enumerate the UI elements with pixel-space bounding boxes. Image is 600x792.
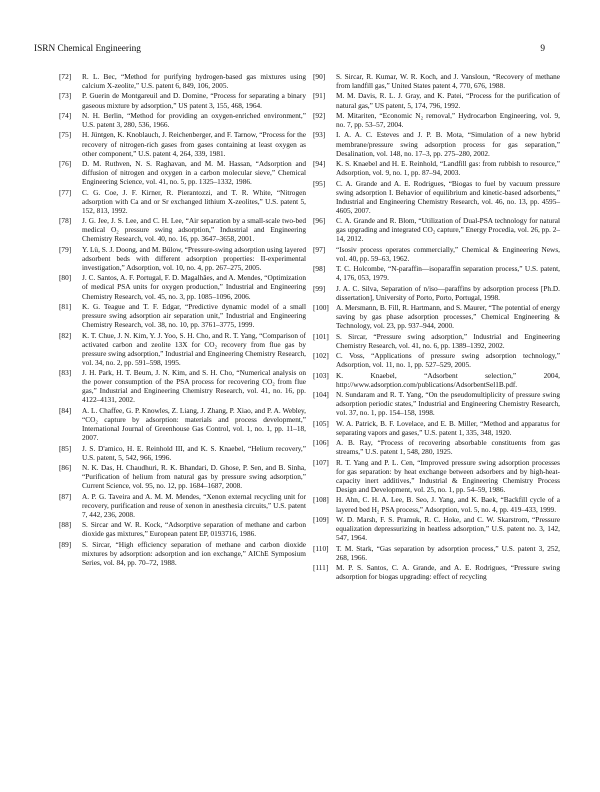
reference-number: [96] <box>313 216 326 226</box>
reference-number: [109] <box>313 514 329 524</box>
reference-number: [73] <box>59 91 72 101</box>
reference-number: [90] <box>313 72 326 81</box>
reference-text: K. G. Teague and T. F. Edgar, “Predictive dynamic model of a small pressure swing adsorption air separation unit,” Industrial and Engineering Chemistry Research, vol. 38, no. 10, pp. 3761–3775, 1999. <box>82 301 306 330</box>
reference-item <box>59 540 306 567</box>
reference-number: [91] <box>313 91 326 101</box>
reference-number: [92] <box>313 110 326 120</box>
reference-item <box>59 273 306 300</box>
reference-item <box>313 351 560 369</box>
reference-item <box>313 159 560 177</box>
reference-text: J. H. Park, H. T. Beum, J. N. Kim, and S. H. Cho, “Numerical analysis on the power consumption of the PSA process for recovering CO₂ from flue gas,” Industrial and Engineering Chemistry Research, vol. 41, no. 16, pp. 4122–4131, 2002. <box>82 368 306 405</box>
reference-item <box>313 458 560 494</box>
reference-item <box>59 130 306 157</box>
reference-number: [83] <box>59 368 72 378</box>
reference-item <box>313 495 560 513</box>
reference-item <box>59 520 306 538</box>
reference-item <box>59 368 306 404</box>
reference-number: [88] <box>59 520 72 530</box>
reference-number: [102] <box>313 351 329 361</box>
reference-number: [98] <box>313 264 326 274</box>
reference-item <box>59 245 306 272</box>
reference-number: [80] <box>59 273 72 283</box>
reference-item <box>59 302 306 329</box>
reference-number: [105] <box>313 418 329 428</box>
reference-number: [84] <box>59 405 72 415</box>
page-header <box>34 44 545 58</box>
reference-text: “Isosiv process operates commercially,” Chemical & Engineering News, vol. 40, pp. 59–63, 1962. <box>336 244 560 263</box>
reference-number: [93] <box>313 130 326 140</box>
reference-text: A. B. Ray, “Process of recovering absorbable constituents from gas streams,” U.S. patent 1, 548, 280, 1925. <box>336 438 560 457</box>
reference-number: [74] <box>59 110 72 120</box>
reference-item <box>313 371 560 389</box>
reference-item <box>313 544 560 562</box>
reference-text: R. T. Yang and P. L. Cen, “Improved pressure swing adsorption processes for gas separation: by heat exchange between adsorbers and by high-heat-capacity inert additives,” Industrial & Engineering Chemistry Process Design and Development, vol. 25, no. 1, pp. 54–59, 1986. <box>336 457 560 495</box>
reference-text: P. Guerin de Montgareuil and D. Domine, “Process for separating a binary gaseous mixture by adsorption,” US patent 3, 155, 468, 1964. <box>82 91 306 110</box>
reference-item <box>313 179 560 215</box>
reference-number: [108] <box>313 495 329 505</box>
reference-number: [99] <box>313 283 326 293</box>
reference-number: [82] <box>59 330 72 340</box>
reference-item <box>313 515 560 542</box>
reference-item <box>313 245 560 263</box>
reference-number: [103] <box>313 370 329 380</box>
reference-text: K. T. Chue, J. N. Kim, Y. J. Yoo, S. H. Cho, and R. T. Yang, “Comparison of activated carbon and zeolite 13X for CO₂ recovery from flue gas by pressure swing adsorption,” Industrial and Engineering Chemistry Research, vol. 34, no. 2, pp. 591–598, 1995. <box>82 330 306 367</box>
reference-text: C. A. Grande and A. E. Rodrigues, “Biogas to fuel by vacuum pressure swing adsorption I. Behavior of equilibrium and kinetic-based adsorbents,” Industrial and Engineering Chemistry Research, vol. 46, no. 13, pp. 4595–4605, 2007. <box>336 178 560 215</box>
reference-number: [97] <box>313 244 326 254</box>
reference-text: A. L. Chaffee, G. P. Knowles, Z. Liang, J. Zhang, P. Xiao, and P. A. Webley, “CO₂ capture by adsorption: materials and process development,” International Journal of Greenhouse Gas Control, vol. 1, no. 1, pp. 11–18, 2007. <box>82 405 306 443</box>
reference-text: S. Sircar and W. R. Kock, “Adsorptive separation of methane and carbon dioxide gas mixtures,” European patent EP, 0193716, 1986. <box>82 520 306 539</box>
reference-text: W. D. Marsh, F. S. Pramuk, R. C. Hoke, and C. W. Skarstrom, “Pressure equalization depressurizing in heatless adsorption,” U.S. patent no. 3, 142, 547, 1964. <box>336 514 560 543</box>
reference-text: N. K. Das, H. Chaudhuri, R. K. Bhandari, D. Ghose, P. Sen, and B. Sinha, “Purification of helium from natural gas by pressure swing adsorption,” Current Science, vol. 95, no. 12, pp. 1684–1687, 2008. <box>82 463 306 491</box>
reference-number: [86] <box>59 463 72 472</box>
page-number: 9 <box>540 44 545 54</box>
reference-text: C. A. Grande and R. Blom, “Utilization of Dual-PSA technology for natural gas upgrading and integrated CO₂ capture,” Energy Procedia, vol. 26, pp. 2–14, 2012. <box>336 216 560 244</box>
reference-item <box>313 91 560 109</box>
reference-item <box>313 563 560 581</box>
reference-text: A. P. G. Taveira and A. M. M. Mendes, “Xenon external recycling unit for recovery, purification and reuse of xenon in anesthesia circuits,” U.S. patent 7, 442, 236, 2008. <box>82 491 306 519</box>
reference-text: N. Sundaram and R. T. Yang, “On the pseudomultiplicity of pressure swing adsorption periodic states,” Industrial and Engineering Chemistry Research, vol. 37, no. 1, pp. 154–158, 1998. <box>336 390 560 418</box>
reference-text: J. S. D'amico, H. E. Reinhold III, and K. S. Knaebel, “Helium recovery,” U.S. patent, 5, 542, 966, 1996. <box>82 443 306 462</box>
reference-item <box>313 303 560 330</box>
references-left-column <box>59 72 306 568</box>
reference-item <box>59 72 306 90</box>
reference-item <box>313 111 560 129</box>
reference-text: A. Mersmann, B. Fill, R. Hartmann, and S. Maurer, “The potential of energy saving by gas phase adsorption processes,” Chemical Engineering & Technology, vol. 23, pp. 937–944, 2000. <box>336 303 560 331</box>
reference-item <box>59 406 306 442</box>
references-right-column <box>313 72 560 583</box>
reference-item <box>59 492 306 519</box>
reference-number: [77] <box>59 187 72 197</box>
reference-text: N. H. Berlin, “Method for providing an oxygen-enriched environment,” U.S. patent 3, 280, 536, 1966. <box>82 110 306 130</box>
reference-text: S. Sircar, R. Kumar, W. R. Koch, and J. Vansloun, “Recovery of methane from landfill gas,” United States patent 4, 770, 676, 1988. <box>336 72 560 91</box>
reference-item <box>313 332 560 350</box>
reference-text: D. M. Ruthven, N. S. Raghavan, and M. M. Hassan, “Adsorption and diffusion of nitrogen and oxygen in a carbon molecular sieve,” Chemical Engineering Science, vol. 41, no. 5, pp. 1325–1332, 1986. <box>82 159 306 187</box>
reference-item <box>313 284 560 302</box>
reference-item <box>313 130 560 157</box>
reference-number: [111] <box>313 563 329 573</box>
reference-text: Y. Lü, S. J. Doong, and M. Bülow, “Pressure-swing adsorption using layered adsorbent beds with different adsorption properties: II-experimental investigation,” Adsorption, vol. 10, no. 4, pp. 267–275, 2005. <box>82 244 306 272</box>
reference-item <box>313 72 560 90</box>
reference-text: M. Mitariten, “Economic N₂ removal,” Hydrocarbon Engineering, vol. 9, no. 7, pp. 53–57, 2004. <box>336 110 560 130</box>
reference-item <box>313 419 560 437</box>
reference-text: K. Knaebel, “Adsorbent selection,” 2004, http://www.adsorption.com/publications/AdsorbentSel1B.pdf. <box>336 370 560 389</box>
reference-item <box>59 111 306 129</box>
reference-text: T. C. Holcombe, “N-paraffin—isoparaffin separation process,” U.S. patent, 4, 176, 053, 1979. <box>336 264 560 283</box>
reference-number: [89] <box>59 539 72 549</box>
reference-number: [72] <box>59 72 72 81</box>
reference-number: [110] <box>313 543 329 553</box>
reference-number: [106] <box>313 438 329 448</box>
reference-number: [75] <box>59 130 72 140</box>
reference-item <box>59 463 306 490</box>
reference-number: [85] <box>59 443 72 453</box>
reference-text: C. Voss, “Applications of pressure swing adsorption technology,” Adsorption, vol. 11, no. 1, pp. 527–529, 2005. <box>336 351 560 370</box>
reference-item <box>313 216 560 243</box>
reference-text: J. G. Jee, J. S. Lee, and C. H. Lee, “Air separation by a small-scale two-bed medical O₂ pressure swing adsorption,” Industrial and Engineering Chemistry Research, vol. 40, no. 16, pp. 3647–3658, 2001. <box>82 216 306 244</box>
reference-item <box>59 159 306 186</box>
reference-item <box>59 331 306 367</box>
reference-text: S. Sircar, “High efficiency separation of methane and carbon dioxide mixtures by adsorption: adsorption and ion exchange,” AIChE Symposium Series, vol. 84, pp. 70–72, 1988. <box>82 539 306 567</box>
reference-number: [95] <box>313 178 326 188</box>
reference-item <box>313 390 560 417</box>
reference-number: [76] <box>59 159 72 169</box>
reference-number: [104] <box>313 390 329 400</box>
reference-number: [101] <box>313 331 329 341</box>
reference-item <box>59 444 306 462</box>
reference-text: J. C. Santos, A. F. Portugal, F. D. Magalhães, and A. Mendes, “Optimization of medical PSA units for oxygen production,” Industrial and Engineering Chemistry Research, vol. 45, no. 3, pp. 1085–1096, 2006. <box>82 273 306 301</box>
reference-text: W. A. Patrick, B. F. Lovelace, and E. B. Miller, “Method and apparatus for separating vapors and gases,” U.S. patent 1, 335, 348, 1920. <box>336 418 560 437</box>
reference-item <box>59 91 306 109</box>
reference-text: S. Sircar, “Pressure swing adsorption,” Industrial and Engineering Chemistry Research, vol. 41, no. 6, pp. 1389–1392, 2002. <box>336 331 560 350</box>
reference-number: [100] <box>313 303 329 313</box>
reference-item <box>313 264 560 282</box>
reference-number: [81] <box>59 301 72 311</box>
reference-text: R. L. Bec, “Method for purifying hydrogen-based gas mixtures using calcium X-zeolite,” U.S. patent 6, 849, 106, 2005. <box>82 72 306 91</box>
reference-number: [79] <box>59 244 72 254</box>
reference-text: M. P. S. Santos, C. A. Grande, and A. E. Rodrigues, “Pressure swing adsorption for biogas upgrading: effect of recycling <box>336 563 560 582</box>
reference-text: I. A. A. C. Esteves and J. P. B. Mota, “Simulation of a new hybrid membrane/pressure swing adsorption process for gas separation,” Desalination, vol. 148, no. 17–3, pp. 275–280, 2002. <box>336 130 560 158</box>
reference-number: [78] <box>59 216 72 226</box>
reference-text: J. A. C. Silva, Separation of n/iso—paraffins by adsorption process [Ph.D. dissertation], University of Porto, Porto, Portugal, 1998. <box>336 283 560 302</box>
reference-number: [107] <box>313 457 329 467</box>
reference-number: [87] <box>59 491 72 501</box>
reference-text: H. Jüntgen, K. Knoblauch, J. Reichenberger, and F. Tarnow, “Process for the recovery of nitrogen-rich gases from gases containing at least oxygen as other component,” U.S. patent 4, 264, 339, 1981. <box>82 130 306 158</box>
reference-text: C. G. Coe, J. F. Kirner, R. Pierantozzi, and T. R. White, “Nitrogen adsorption with Ca and or Sr exchanged lithium X-zeolites,” U.S. patent 5, 152, 813, 1992. <box>82 187 306 215</box>
reference-item <box>313 438 560 456</box>
reference-text: H. Ahn, C. H. A. Lee, B. Seo, J. Yang, and K. Baek, “Backfill cycle of a layered bed H₂ PSA process,” Adsorption, vol. 5, no. 4, pp. 419–433, 1999. <box>336 495 560 514</box>
reference-item <box>59 188 306 215</box>
reference-text: K. S. Knaebel and H. E. Reinhold, “Landfill gas: from rubbish to resource,” Adsorption, vol. 9, no. 1, pp. 87–94, 2003. <box>336 159 560 178</box>
reference-number: [94] <box>313 159 326 169</box>
reference-item <box>59 216 306 243</box>
reference-text: M. M. Davis, R. L. J. Gray, and K. Patei, “Process for the purification of natural gas,” US patent, 5, 174, 796, 1992. <box>336 91 560 110</box>
journal-title: ISRN Chemical Engineering <box>34 44 141 54</box>
reference-text: T. M. Stark, “Gas separation by adsorption process,” U.S. patent 3, 252, 268, 1966. <box>336 543 560 562</box>
